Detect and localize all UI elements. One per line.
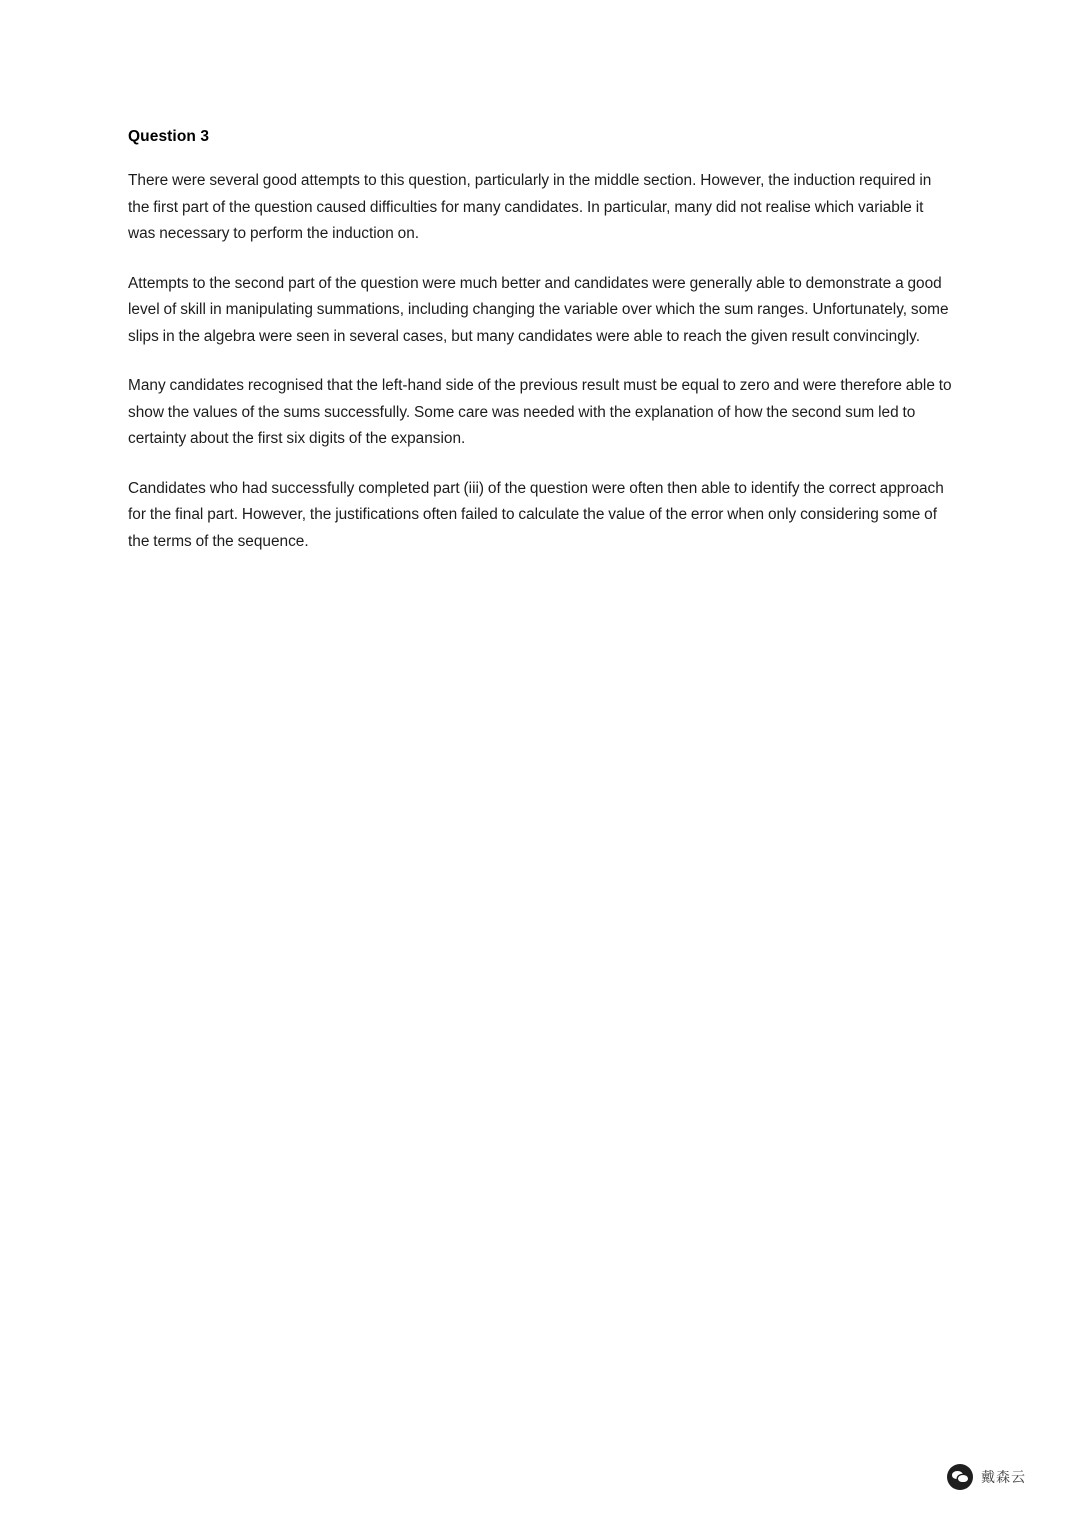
page-title: Question 3 (128, 128, 210, 145)
paragraph-4: Candidates who had successfully completed part (iii) of the question were often then able to identify the correct approach for the final part. However, the justifications often failed to calculate the value of the error when only considering some of the terms of the sequence. (128, 479, 944, 550)
watermark-label: 戴森云 (981, 1470, 1026, 1486)
paragraph-1: There were several good attempts to this question, particularly in the middle section. However, the induction required in the first part of the question caused difficulties for many candidates. In particular, many did not realise which variable it was necessary to perform the induction on. (128, 172, 932, 242)
watermark (947, 1464, 1026, 1490)
wechat-icon (947, 1464, 973, 1490)
document-body (128, 128, 952, 555)
paragraph-2: Attempts to the second part of the question were much better and candidates were generally able to demonstrate a good level of skill in manipulating summations, including changing the variable over which the sum ranges. Unfortunately, some slips in the algebra were seen in several cases, but many candidates were able to reach the given result convincingly. (128, 274, 949, 345)
paragraph-3: Many candidates recognised that the left-hand side of the previous result must be equal to zero and were therefore able to show the values of the sums successfully. Some care was needed with the explanation of how the second sum led to certainty about the first six digits of the expansion. (128, 377, 952, 447)
